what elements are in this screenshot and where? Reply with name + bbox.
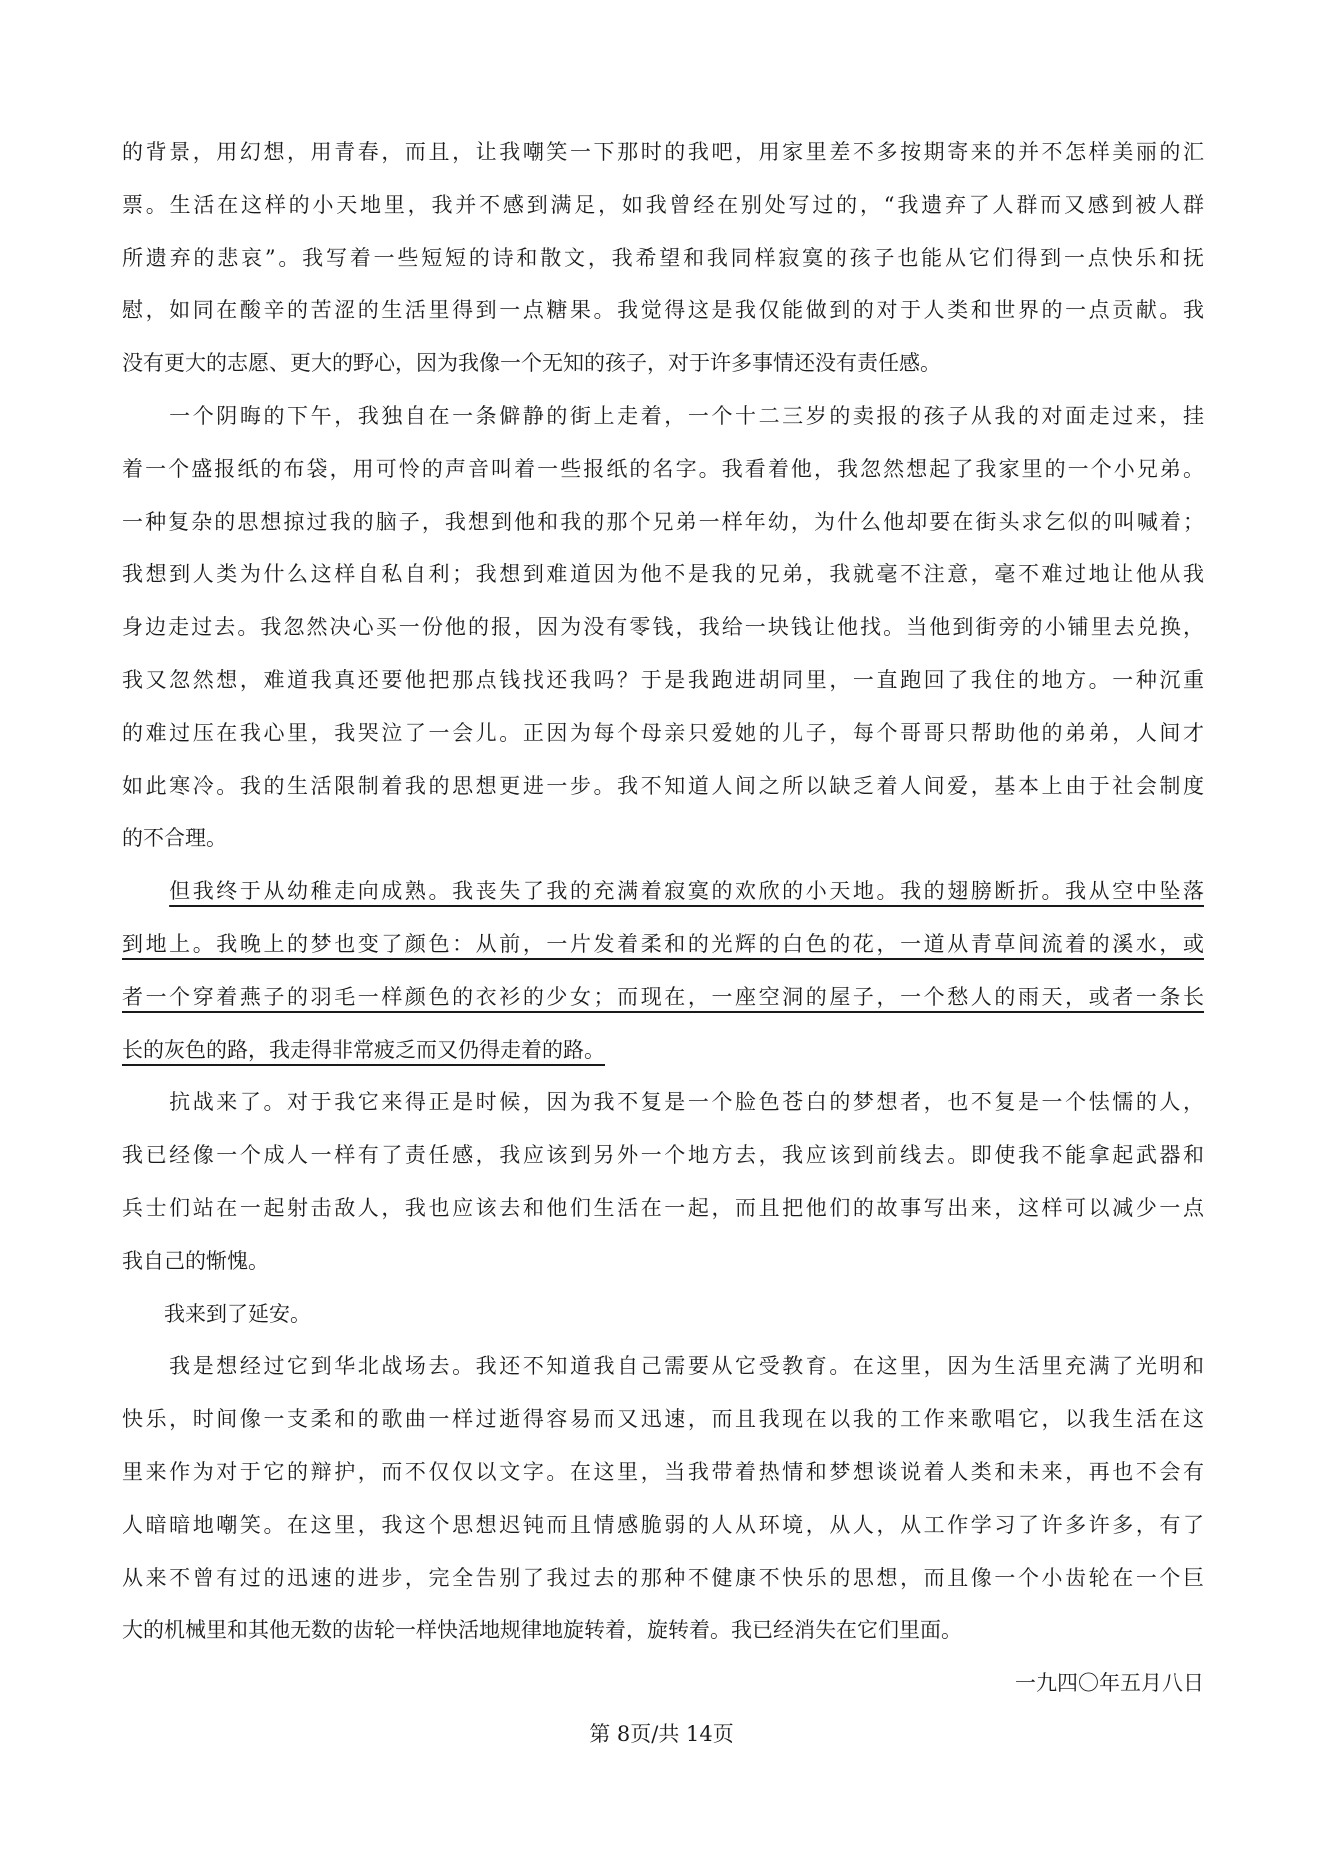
text-line: 所遗弃的悲哀”。我写着一些短短的诗和散文，我希望和我同样寂寞的孩子也能从它们得到一点快乐和抚 <box>122 245 1204 270</box>
text-line: 慰，如同在酸辛的苦涩的生活里得到一点糖果。我觉得这是我仅能做到的对于人类和世界的一点贡献。我 <box>122 298 1204 323</box>
underlined-text: 长的灰色的路，我走得非常疲乏而又仍得走着的路。 <box>122 1037 605 1062</box>
indent <box>122 879 169 903</box>
date-line: 一九四〇年五月八日 <box>1015 1671 1204 1696</box>
text-line: 的背景，用幻想，用青春，而且，让我嘲笑一下那时的我吧，用家里差不多按期寄来的并不怎样美丽的汇 <box>122 140 1204 164</box>
text-line: 快乐，时间像一支柔和的歌曲一样过逝得容易而又迅速，而且我现在以我的工作来歌唱它，以我生活在这 <box>122 1407 1204 1432</box>
text-line: 我是想经过它到华北战场去。我还不知道我自己需要从它受教育。在这里，因为生活里充满了光明和 <box>122 1354 1204 1379</box>
text-line <box>122 1024 1204 1077</box>
underlined-text: 者一个穿着燕子的羽毛一样颜色的衣衫的少女；而现在，一座空洞的屋子，一个愁人的雨天，或者一条长 <box>122 984 1204 1009</box>
text-line: 我又忽然想，难道我真还要他把那点钱找还我吗？于是我跑进胡同里，一直跑回了我住的地方。一种沉重 <box>122 667 1204 692</box>
text-line: 一种复杂的思想掠过我的脑子，我想到他和我的那个兄弟一样年幼，为什么他却要在街头求乞似的叫喊着； <box>122 509 1204 534</box>
underlined-text: 但我终于从幼稚走向成熟。我丧失了我的充满着寂寞的欢欣的小天地。我的翅膀断折。我从空中坠落 <box>169 879 1204 904</box>
text-line: 的不合理。 <box>122 826 227 851</box>
page-footer: 第 8页/共 14页 <box>589 1722 734 1746</box>
text-line: 我来到了延安。 <box>122 1301 311 1326</box>
text-line: 我自己的惭愧。 <box>122 1248 269 1273</box>
text-line: 票。生活在这样的小天地里，我并不感到满足，如我曾经在别处写过的，“我遗弃了人群而又感到被人群 <box>122 192 1204 217</box>
text-line: 如此寒冷。我的生活限制着我的思想更进一步。我不知道人间之所以缺乏着人间爱，基本上由于社会制度 <box>122 773 1204 798</box>
text-line: 一个阴晦的下午，我独自在一条僻静的街上走着，一个十二三岁的卖报的孩子从我的对面走过来，挂 <box>122 403 1204 428</box>
text-line: 人暗暗地嘲笑。在这里，我这个思想迟钝而且情感脆弱的人从环境，从人，从工作学习了许多许多，有了 <box>122 1512 1204 1537</box>
text-line: 身边走过去。我忽然决心买一份他的报，因为没有零钱，我给一块钱让他找。当他到街旁的小铺里去兑换， <box>122 615 1204 640</box>
body-text <box>122 126 1204 1710</box>
text-line <box>122 971 1204 1024</box>
text-line: 没有更大的志愿、更大的野心，因为我像一个无知的孩子，对于许多事情还没有责任感。 <box>122 351 941 376</box>
text-line: 兵士们站在一起射击敌人，我也应该去和他们生活在一起，而且把他们的故事写出来，这样可以减少一点 <box>122 1195 1204 1220</box>
text-line: 大的机械里和其他无数的齿轮一样快活地规律地旋转着，旋转着。我已经消失在它们里面。 <box>122 1618 962 1643</box>
text-line <box>122 865 1204 918</box>
text-line: 我已经像一个成人一样有了责任感，我应该到另外一个地方去，我应该到前线去。即使我不能拿起武器和 <box>122 1143 1204 1168</box>
text-line: 的难过压在我心里，我哭泣了一会儿。正因为每个母亲只爱她的儿子，每个哥哥只帮助他的弟弟，人间才 <box>122 720 1204 745</box>
text-line: 从来不曾有过的迅速的进步，完全告别了我过去的那种不健康不快乐的思想，而且像一个小齿轮在一个巨 <box>122 1565 1204 1590</box>
text-line: 里来作为对于它的辩护，而不仅仅以文字。在这里，当我带着热情和梦想谈说着人类和未来，再也不会有 <box>122 1459 1204 1484</box>
text-line: 着一个盛报纸的布袋，用可怜的声音叫着一些报纸的名字。我看着他，我忽然想起了我家里的一个小兄弟。 <box>122 456 1204 481</box>
text-line <box>122 918 1204 971</box>
text-line: 我想到人类为什么这样自私自利；我想到难道因为他不是我的兄弟，我就毫不注意，毫不难过地让他从我 <box>122 562 1204 587</box>
text-line: 抗战来了。对于我它来得正是时候，因为我不复是一个脸色苍白的梦想者，也不复是一个怯懦的人， <box>122 1090 1204 1115</box>
underlined-text: 到地上。我晚上的梦也变了颜色：从前，一片发着柔和的光辉的白色的花，一道从青草间流着的溪水，或 <box>122 931 1204 956</box>
